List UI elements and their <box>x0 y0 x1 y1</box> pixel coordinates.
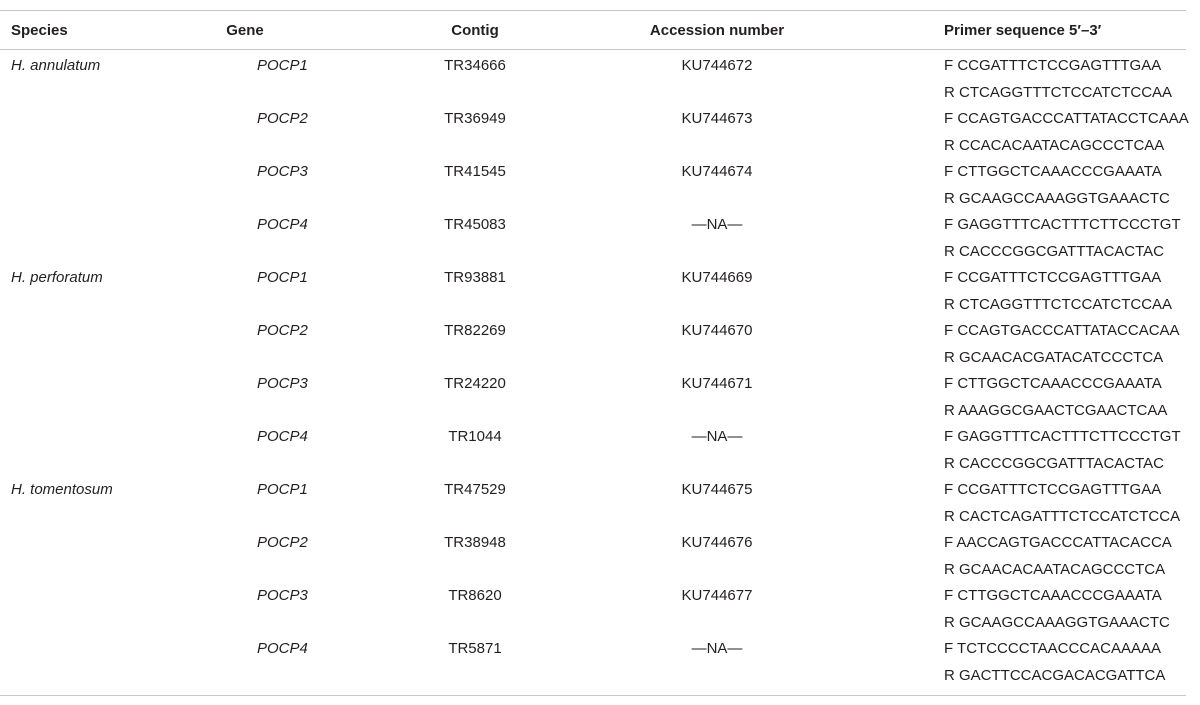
reverse-primer: R CCACACAATACAGCCCTCAA <box>944 136 1165 154</box>
primer-cell <box>824 583 1186 636</box>
forward-primer: F CCAGTGACCCATTATACCTCAAA <box>944 110 1189 127</box>
header-species: Species <box>11 21 68 39</box>
species-cell <box>0 424 150 451</box>
primer-cell <box>824 371 1186 424</box>
species-cell: H. annulatum <box>11 57 101 74</box>
accession-cell: KU744670 <box>681 322 753 339</box>
contig-cell: TR93881 <box>444 269 506 286</box>
primer-cell <box>824 318 1186 371</box>
table-row <box>0 636 1186 689</box>
contig-cell: TR45083 <box>444 216 506 233</box>
accession-cell: KU744676 <box>681 534 753 551</box>
reverse-primer: R CTCAGGTTTCTCCATCTCCAA <box>944 83 1173 101</box>
table-row <box>0 530 1186 583</box>
table-row <box>0 212 1186 265</box>
reverse-primer: R CACTCAGATTTCTCCATCTCCA <box>944 507 1181 525</box>
primer-cell <box>824 212 1186 265</box>
reverse-primer: R GCAAGCCAAAGGTGAAACTC <box>944 189 1170 207</box>
table-body <box>0 50 1189 689</box>
species-cell <box>0 530 150 557</box>
gene-cell: POCP1 <box>257 57 308 74</box>
table-row <box>0 371 1186 424</box>
table-row <box>0 265 1186 318</box>
gene-cell: POCP4 <box>257 428 308 445</box>
species-cell <box>0 636 150 663</box>
accession-cell: KU744673 <box>681 110 753 127</box>
accession-cell: KU744672 <box>681 57 753 74</box>
table-row <box>0 477 1186 530</box>
gene-cell: POCP1 <box>257 269 308 286</box>
species-cell <box>0 106 150 133</box>
species-cell <box>0 318 150 345</box>
primer-cell <box>824 265 1186 318</box>
table-row <box>0 583 1186 636</box>
contig-cell: TR47529 <box>444 481 506 498</box>
contig-cell: TR36949 <box>444 110 506 127</box>
accession-cell: —NA— <box>691 640 743 657</box>
forward-primer: F CTTGGCTCAAACCCGAAATA <box>944 375 1162 392</box>
accession-cell: —NA— <box>691 428 743 445</box>
forward-primer: F GAGGTTTCACTTTCTTCCCTGT <box>944 428 1181 445</box>
contig-cell: TR1044 <box>448 428 502 445</box>
reverse-primer: R GACTTCCACGACACGATTCA <box>944 666 1166 684</box>
primer-cell <box>824 477 1186 530</box>
primer-cell <box>824 424 1186 477</box>
primer-cell <box>824 636 1186 689</box>
reverse-primer: R AAAGGCGAACTCGAACTCAA <box>944 401 1168 419</box>
table-row <box>0 318 1186 371</box>
accession-cell: KU744671 <box>681 375 753 392</box>
reverse-primer: R GCAACACGATACATCCCTCA <box>944 348 1164 366</box>
forward-primer: F CTTGGCTCAAACCCGAAATA <box>944 163 1162 180</box>
primer-cell <box>824 530 1186 583</box>
accession-cell: KU744669 <box>681 269 753 286</box>
forward-primer: F TCTCCCCTAACCCACAAAAA <box>944 640 1161 657</box>
forward-primer: F GAGGTTTCACTTTCTTCCCTGT <box>944 216 1181 233</box>
contig-cell: TR8620 <box>448 587 502 604</box>
contig-cell: TR5871 <box>448 640 502 657</box>
primer-cell <box>824 159 1186 212</box>
gene-cell: POCP3 <box>257 587 308 604</box>
contig-cell: TR34666 <box>444 57 506 74</box>
forward-primer: F CCGATTTCTCCGAGTTTGAA <box>944 57 1162 74</box>
primer-cell <box>824 53 1186 106</box>
reverse-primer: R CACCCGGCGATTTACACTAC <box>944 454 1164 472</box>
header-primer: Primer sequence 5′–3′ <box>944 21 1102 39</box>
accession-cell: KU744675 <box>681 481 753 498</box>
reverse-primer: R CACCCGGCGATTTACACTAC <box>944 242 1164 260</box>
header-accession: Accession number <box>649 21 785 39</box>
contig-cell: TR38948 <box>444 534 506 551</box>
contig-cell: TR41545 <box>444 163 506 180</box>
contig-cell: TR82269 <box>444 322 506 339</box>
table-row <box>0 159 1186 212</box>
species-cell: H. tomentosum <box>11 481 113 498</box>
gene-cell: POCP1 <box>257 481 308 498</box>
gene-cell: POCP2 <box>257 322 308 339</box>
header-contig: Contig <box>451 21 499 39</box>
reverse-primer: R GCAACACAATACAGCCCTCA <box>944 560 1166 578</box>
species-cell <box>0 371 150 398</box>
accession-cell: KU744677 <box>681 587 753 604</box>
accession-cell: KU744674 <box>681 163 753 180</box>
gene-cell: POCP3 <box>257 163 308 180</box>
table-row <box>0 53 1186 106</box>
forward-primer: F CTTGGCTCAAACCCGAAATA <box>944 587 1162 604</box>
forward-primer: F CCAGTGACCCATTATACCACAA <box>944 322 1180 339</box>
species-cell <box>0 159 150 186</box>
table-header <box>0 11 1186 49</box>
accession-cell: —NA— <box>691 216 743 233</box>
gene-cell: POCP4 <box>257 640 308 657</box>
forward-primer: F AACCAGTGACCCATTACACCA <box>944 534 1172 551</box>
gene-cell: POCP2 <box>257 534 308 551</box>
gene-cell: POCP4 <box>257 216 308 233</box>
species-cell <box>0 212 150 239</box>
table-row <box>0 106 1189 159</box>
species-cell <box>0 583 150 610</box>
primer-table <box>0 10 1189 696</box>
gene-cell: POCP3 <box>257 375 308 392</box>
table-row <box>0 424 1186 477</box>
reverse-primer: R GCAAGCCAAAGGTGAAACTC <box>944 613 1170 631</box>
contig-cell: TR24220 <box>444 375 506 392</box>
forward-primer: F CCGATTTCTCCGAGTTTGAA <box>944 269 1162 286</box>
species-cell: H. perforatum <box>11 269 103 286</box>
gene-cell: POCP2 <box>257 110 308 127</box>
primer-cell <box>824 106 1189 159</box>
reverse-primer: R CTCAGGTTTCTCCATCTCCAA <box>944 295 1173 313</box>
bottom-rule <box>0 695 1186 696</box>
header-gene: Gene <box>226 21 264 39</box>
forward-primer: F CCGATTTCTCCGAGTTTGAA <box>944 481 1162 498</box>
